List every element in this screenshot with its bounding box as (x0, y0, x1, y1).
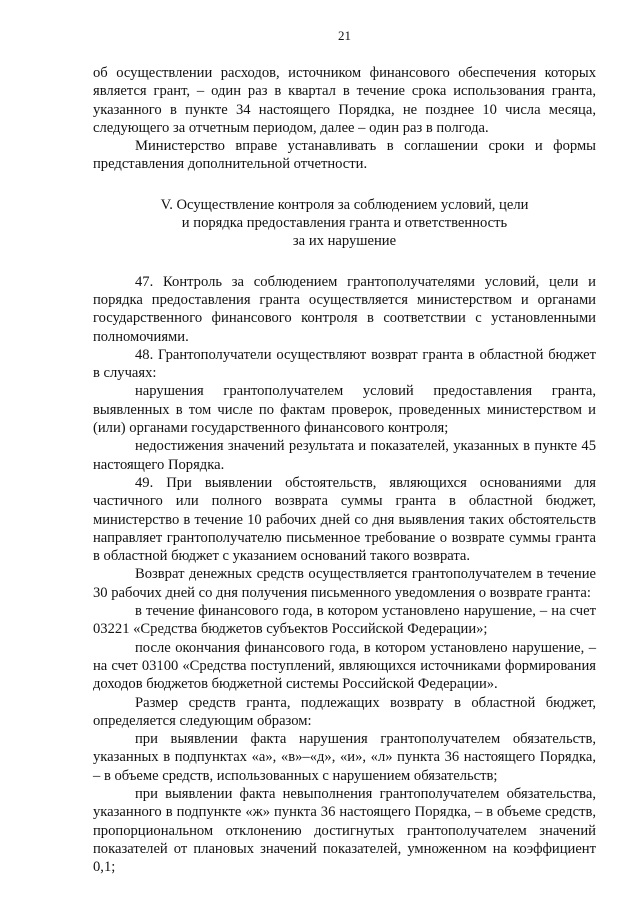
paragraph-49: 49. При выявлении обстоятельств, являющихся основаниями для частичного или полного возврата суммы гранта в областной бюджет, министерство в течение 10 рабочих дней со дня выявления таких обстоятельств направляет грантополучателю письменное требование о возврате суммы гранта в областной бюджет с указанием оснований такого возврата. (93, 474, 596, 565)
paragraph-refund-current-year: в течение финансового года, в котором установлено нарушение, – на счет 03221 «Средства бюджетов субъектов Российской Федерации»; (93, 603, 596, 638)
section-heading-line-1: V. Осуществление контроля за соблюдением условий, цели (160, 196, 529, 213)
section-heading-line-2: и порядка предоставления гранта и ответственность (181, 215, 508, 232)
paragraph-reporting-schedule: об осуществлении расходов, источником финансового обеспечения которых является грант, – один раз в квартал в течение срока использования гранта, указанного в пункте 34 настоящего Порядка, не позднее 10 числа месяца, следующего за отчетным периодом, далее – один раз в полгода. (93, 65, 596, 136)
section-heading-line-3: за их нарушение (292, 233, 397, 250)
paragraph-refund-indicators: при выявлении факта невыполнения грантополучателем обязательства, указанного в подпункте «ж» пункта 36 настоящего Порядка, – в объеме средств, пропорциональном отклонению достигнутых грантополучателем значений показателей от плановых значений показателей, умноженном на коэффициент 0,1; (93, 785, 596, 876)
paragraph-48-case-violation: нарушения грантополучателем условий предоставления гранта, выявленных в том числе по фактам проверок, проведенных министерством и (или) органами государственного финансового контроля; (93, 383, 596, 437)
section-heading (93, 196, 596, 251)
paragraph-additional-reporting: Министерство вправе устанавливать в соглашении сроки и формы представления дополнительной отчетности. (93, 138, 596, 173)
paragraph-48-case-nonachievement: недостижения значений результата и показателей, указанных в пункте 45 настоящего Порядка. (93, 438, 596, 473)
page-number: 21 (338, 28, 351, 43)
paragraph-refund-after-year: после окончания финансового года, в котором установлено нарушение, – на счет 03100 «Средства поступлений, являющихся источниками формирования доходов бюджетов бюджетной системы Российской Федерации». (93, 639, 596, 693)
paragraph-refund-obligations: при выявлении факта нарушения грантополучателем обязательств, указанных в подпунктах «а», «в»–«д», «и», «л» пункта 36 настоящего Порядка, – в объеме средств, использованных с нарушением обязательств; (93, 731, 596, 784)
paragraph-refund-term: Возврат денежных средств осуществляется грантополучателем в течение 30 рабочих дней со дня получения письменного уведомления о возврате гранта: (93, 566, 596, 601)
paragraph-47: 47. Контроль за соблюдением грантополучателями условий, цели и порядка предоставления гранта осуществляется министерством и органами государственного финансового контроля в соответствии с установленными полномочиями. (93, 273, 596, 345)
paragraph-48: 48. Грантополучатели осуществляют возврат гранта в областной бюджет в случаях: (93, 346, 596, 382)
paragraph-refund-amount: Размер средств гранта, подлежащих возврату в областной бюджет, определяется следующим образом: (93, 694, 596, 729)
